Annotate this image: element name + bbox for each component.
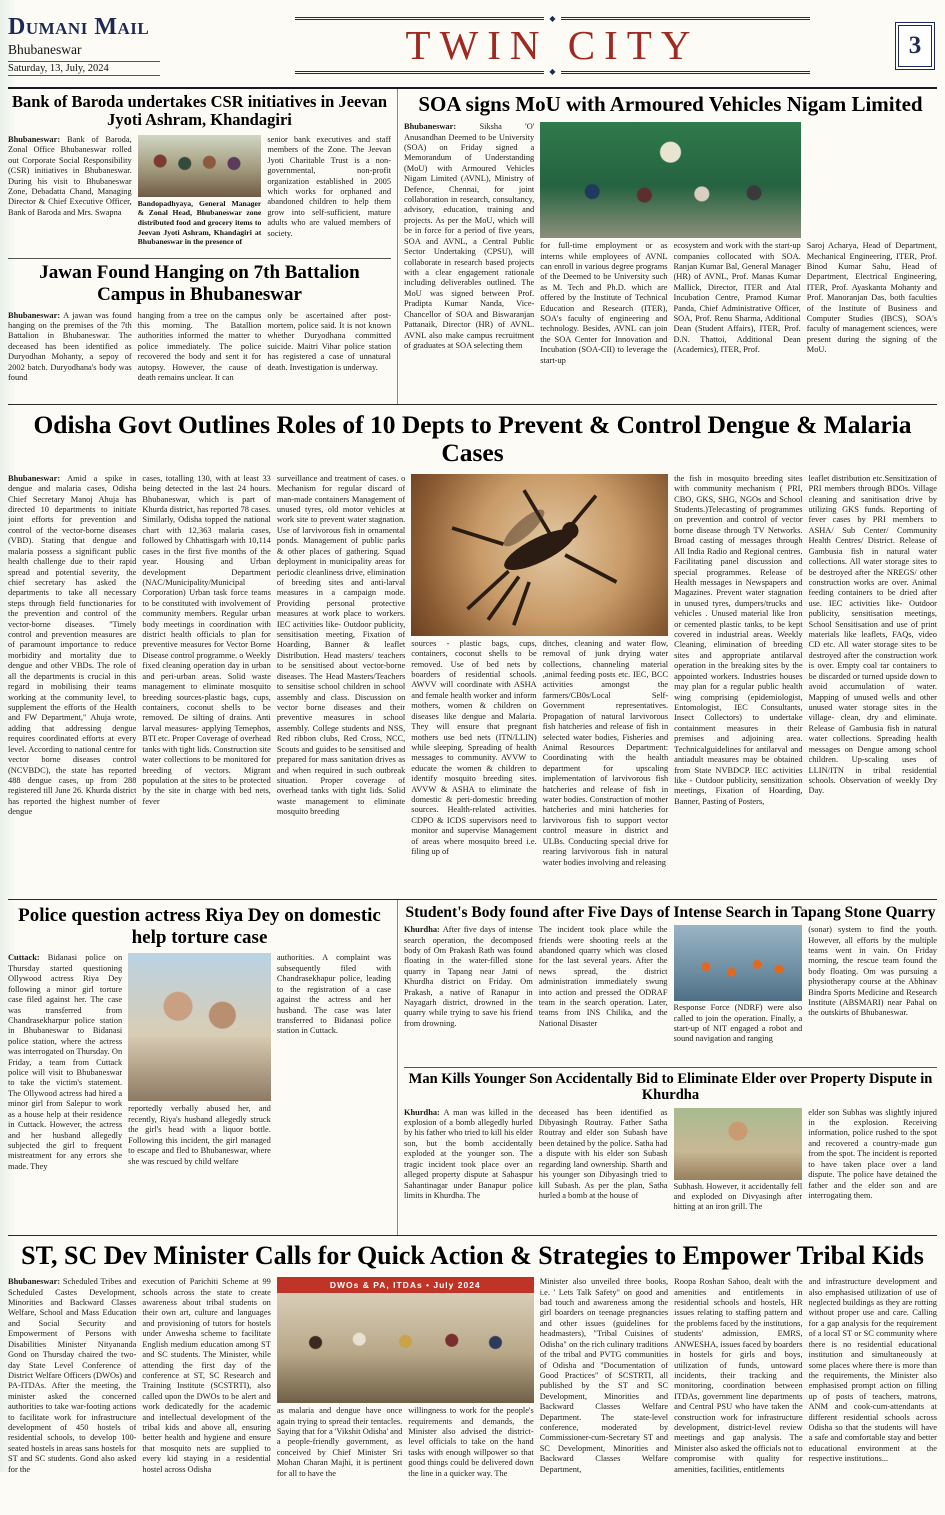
masthead-right bbox=[865, 7, 937, 84]
page-number: 3 bbox=[895, 22, 935, 70]
riya-col-1-text: Bidanasi police on Thursday started questioning Ollywood actress Riya Dey following a minor girl torture case filed against her. The case was transferred from Chandrasekharpur police station in Bhubaneswar to Bidanasi police station, where the actress was interrogated on Thursday. On Friday, a team from Cuttack police will visit to Bhubaneswar to take the victim's statement. The Ollywood actress had hired a minor girl from Salepur to work as a house help at their residence in Cuttack. However, the actress and her husband allegedly subjected the girl to frequent mistreatment for any errors she made. They bbox=[8, 953, 123, 1171]
quarry-rescue-photo bbox=[674, 925, 803, 1001]
bomb-col-4: elder son Subhas was slightly injured in the explosion. Receiving information, police rushed to the spot and recovered a country-made gun from the spot. The incident is reported to have taken place over a land dispute. The police have detained the father and the elder son and are interrogating them. bbox=[808, 1107, 937, 1200]
quarry-headline: Student's Body found after Five Days of Intense Search in Tapang Stone Quarry bbox=[405, 903, 936, 921]
bomb-col-2: deceased has been identified as Dibyasingh Routray. Father Satha Routray and elder son Subash have been detained by the police. Satha had a dispute with his elder son Subash regarding land ownership. Sharth and his younger son Dibyasingh tried to kill Subash. As per the plan, Satha hurled a bomb at the house of bbox=[538, 1107, 668, 1200]
article-dengue bbox=[8, 405, 937, 900]
bank-columns bbox=[8, 135, 391, 253]
dengue-col-5: ditches, cleaning and water flow, removal of junk drying water collections, channeling material ,animal feeding posts etc. IEC, BCC activities amongst the farmers/CB0s/Local Self-Government representatives. Propagation of natural larvivorous fish hatcheries and release of fish in selected water bodies, Fisheries and Animal Resources Department: Coordinating with the health department for upscaling implementation of larvivorous fish hatcheries and release of fish in water bodies. Construction of mother hatcheries and mini hatcheries for larvivorous fish to support vector control measure in district and ULBs. Conducting special drive for rearing larvivorous fish in natural water bodies involving and releasing bbox=[542, 638, 669, 867]
tribal-middle-columns bbox=[277, 1406, 534, 1513]
tribal-headline: ST, SC Dev Minister Calls for Quick Action & Strategies to Empower Tribal Kids bbox=[21, 1240, 924, 1270]
tribal-col-6: Roopa Roshan Sahoo, dealt with the amenities and entitlements in residential schools and hostels, HR issues relating to staffing pattern and the problems faced by the institutions, students' admission, EMRS, ANWESHA, issues faced by boarders in hostels for girls and boys, utilization of funds, untoward incidents, their tracking and monitoring, coordination between ITDAs, government line departments and Central PSU who have taken the construction work for infrastructure development, district-level review meetings and gap analysis. The Minister also asked the officials not to compromise with quality for amenities, facilities, entitlements bbox=[674, 1277, 803, 1474]
bank-headline: Bank of Baroda undertakes CSR initiatives in Jeevan Jyoti Ashram, Khandagiri bbox=[11, 92, 388, 130]
soa-headline: SOA signs MoU with Armoured Vehicles Nigam Limited bbox=[418, 92, 923, 116]
quarry-columns bbox=[404, 925, 937, 1063]
bomb-middle-block bbox=[674, 1108, 803, 1230]
article-soa-mou bbox=[398, 89, 937, 404]
riya-columns bbox=[8, 953, 391, 1221]
diamond-ornament: ◆ bbox=[549, 67, 556, 77]
jawan-columns bbox=[8, 311, 391, 399]
article-riya-dey bbox=[8, 900, 398, 1235]
dateline: Bhubaneswar: bbox=[8, 1277, 61, 1287]
tribal-col-1 bbox=[8, 1277, 136, 1513]
masthead-date: Saturday, 13, July, 2024 bbox=[8, 61, 160, 76]
row-middle bbox=[8, 900, 937, 1236]
tribal-conference-photo bbox=[277, 1277, 534, 1403]
masthead-city: Bhubaneswar bbox=[8, 42, 82, 57]
article-tribal-kids bbox=[8, 1236, 937, 1515]
soa-middle-block bbox=[540, 122, 801, 386]
mosquito-illustration bbox=[411, 474, 668, 636]
tribal-col-5: Minister also unveiled three books, i.e. ' Lets Talk Safety" on good and bad touch and awareness among the girl boarders on teenage pregnancies and other issues (guidelines for headmasters), "Tribal Cuisines of Odisha" on the rich culinary traditions of the tribal and PVTG communities of Odisha and "Documentation of Good Practices" of SCSTRTI, all published by the ST and SC Development, Minorities and Backward Classes Welfare Department. The state-level conference, moderated by Commissioner-cum-Secretary ST and SC Development, Minorities and Backward Classes Welfare Department, bbox=[539, 1277, 669, 1474]
bomb-headline: Man Kills Younger Son Accidentally Bid to Eliminate Elder over Property Dispute in Khurdha bbox=[408, 1071, 933, 1104]
bank-photo-caption: Bandopadhyaya, General Manager & Zonal Head, Bhubaneswar zone distributed food and grocery items to Jeevan Jyoti Ashram, Khandagiri at Bhubaneswar in the presence of bbox=[137, 198, 262, 247]
tribal-col-4: willingness to work for the people's requirements and demands, the Minister also advised the district-level officials to take on the hand tasks with enough willpower so that good things could be delivered down the line in a quicker way. The bbox=[408, 1406, 534, 1478]
riya-dey-photo bbox=[128, 953, 271, 1101]
row-top bbox=[8, 89, 937, 405]
dateline: Bhubaneswar: bbox=[404, 122, 457, 132]
jawan-col-3: only be ascertained after post-mortem, police said. It is not known whether Duryodhana committed suicide. Maitri Vihar police station has registered a case of unnatural death. Investigation is underway. bbox=[267, 310, 391, 372]
bank-col-2 bbox=[138, 135, 262, 253]
quarry-middle-block bbox=[674, 925, 803, 1063]
bank-col-1 bbox=[8, 135, 132, 253]
conference-photo-body bbox=[277, 1293, 534, 1403]
masthead bbox=[8, 3, 937, 89]
dengue-headline: Odisha Govt Outlines Roles of 10 Depts to Prevent & Control Dengue & Malaria Cases bbox=[33, 409, 912, 467]
bomb-col-1-text: A man was killed in the explosion of a bomb allegedly hurled by his father who tried to kill his elder son, but the bomb accidentally exploded at the younger son. The tragic incident took place over an alleged property dispute at Sahaspur Sahantinagar under Banapur police limits in Khurdha. The bbox=[404, 1107, 533, 1200]
tribal-col-3: as malaria and dengue have once again trying to spread their tentacles. Saying that for a 'Vikshit Odisha' and a people-friendly government, as conceived by Chief Minister Sri Mohan Charan Majhi, it is pertinent for all to have the bbox=[276, 1406, 403, 1478]
jawan-col-2: hanging from a tree on the campus this morning. The Batallion authorities informed the matter to police immediately. The police recovered the body and sent it for autopsy. However, the cause of death remains unclear. It can bbox=[137, 310, 262, 383]
soa-col-3: ecosystem and work with the start-up companies collocated with SOA. Ranjan Kumar Bal, General Manager (HR) of AVNL, Prof. Manas Kumar Mallick, Director, ITER and Atal Incubation Centre, Pramod Kumar Panda, Chief Administrative Officer, SOA, Prof. Renu Sharma, Additional Dean (Student Affairs), ITER, Prof. D.N. Thattoi, Additional Dean (Academics), ITER, Prof. bbox=[673, 241, 801, 355]
soa-signing-photo bbox=[540, 122, 801, 238]
quarry-col-2: The incident took place while the friends were shooting reels at the abandoned quarry which was closed for the last several years. After the news spread, the district administration immediately swung into action and pressed the ODRAF team in the search operation. Later, teams from INS Chilika, and the National Disaster bbox=[538, 925, 668, 1028]
quarry-col-1-text: After five days of intense search operation, the decomposed body of Om Prakash Rath was found floating in the water-filled stone quarry in Tapang near Jatni of Khurdha district on Friday. Om Prakash, a native of Ranapur in Nayagarh district, drowned in the quarry while trying to save his friend from drowning. bbox=[404, 925, 533, 1028]
dengue-middle-block bbox=[411, 474, 668, 892]
dengue-middle-columns bbox=[411, 639, 668, 892]
edition-title: TWIN CITY bbox=[405, 21, 700, 68]
quarry-col-3: Response Force (NDRF) were also called to join the operation. Finally, a start-up of NIT engaged a robot and sound navigation and ranging bbox=[673, 1003, 803, 1044]
tribal-col-2: execution of Parichiti Scheme at 99 schools across the state to create awareness about tribal students on their own art, culture and languages and provisioning of tutors for hostels under Anwesha scheme to facilitate English medium education among ST and SC students. The Minister, while attending the first day of the conference at ST, SC Research and Training Institute (SCSTRTI), also called upon the DWOs to be alert and work dedicatedly for the academic and intellectual development of the tribal kids and above all, ensuring better health and hygiene and ensure that mosquito nets are supplied to every kid staying in a residential hostel across Odisha bbox=[142, 1277, 271, 1474]
dengue-col-4: sources - plastic bags, cups, containers, coconut shells to be removed. Use of bed nets by boarders of residential schools. AWVV will coordinate with ASHA and female health worker and inform mothers, women & children on diseases like dengue and Malaria. They will ensure that pregnant mothers use bed nets (ITN/LLIN) while sleeping. Spreading of health messages to community. AVVW to educate the women & children to identify mosquito breeding sites. AVVW & ASHA to eliminate the domestic & peri-domestic breeding sources. Health-related activities. CDPO & ICDS supervisors need to monitor and supervise Management of areas where mosquito breed i.e. filing up of bbox=[411, 638, 537, 857]
soa-col-2: for full-time employment or as interns while employees of AVNL can enroll in various degree programs of the Deemed to be University such as M. Tech and Ph.D. which are offered by the Institute of Technical Education and Research (ITER), SOA's faculty of engineering and technology. Besides, AVNL can join the SOA Center for Innovation and Incubation (SOA-CII) to leverage the start-up bbox=[540, 241, 668, 365]
dateline: Khurdha: bbox=[404, 925, 440, 935]
bomb-detainee-photo bbox=[674, 1108, 803, 1180]
article-jawan bbox=[8, 262, 391, 399]
dateline: Bhubaneswar: bbox=[8, 310, 61, 320]
jawan-col-1-text: A jawan was found hanging on the premises of the 7th Battalion in Bhubaneswar. The deceased has been identified as Duryodhan Mohanty, a sepoy of 2002 batch. Duryodhana's body was found bbox=[8, 310, 132, 383]
dengue-col-7: leaflet distribution etc.Sensitization of PRI members through BDOs. Village cleaning and sanitisation drive by utilizing GKS funds. Reporting of fever cases by PRI members to ASHA/ Sub Center/ Community Health Centres/ District. Release of Gambusia fish in natural water collections. All water storage sites to be destroyed after the NREGS/ other construction works are over. Animal feeding containers to be dried after use. IEC activities like- Outdoor publicity, sensitisation meetings, School Sensitisation and use of print materials like leaflets, FAQs, video CD etc. All water storage sites to be destroyed after the construction work is over. Empty coal tar containers to be discarded or turned upside down to avoid accumulation of water. Mapping of unused wells and other unused water storage sites in the village- clean, dry and eliminate. Release of Gambusia fish in natural water collections. Spreading health messages on Dengue among school children. Up-scaling uses of LLIN/ITN in tribal residential schools. Observation of weekly Dry Day. bbox=[808, 473, 937, 796]
dengue-col-2: cases, totalling 130, with at least 33 being detected in the last 24 hours. Bhubaneswar, which is part of Khurda district, has reported 78 cases. Similarly, Odisha topped the national chart with 12,363 malaria cases, followed by Chhattisgarh with 10,114 cases in the first five months of the year. Housing and Urban development Department (NAC/Municipality/Municipal Corporation) Urban task force teams to be constituted with involvement of community members. Regular urban body meetings in coordination with district health officials to plan for preventive measures for Vector Borne Disease control programme. o Weekly fixed cleaning operation day in urban and peri-urban areas. Solid waste management to eliminate mosquito breeding sources-plastic bags, cups, containers, coconut shells to be removed. De silting of drains. Anti larval measures- applying Temephos, BTI etc. Proper Coverage of overhead tanks with tight lids. Construction site water collections to be monitored for breeding of vectors. Migrant population at the sites to be protected by the site in charge with bed nets, fever bbox=[142, 473, 271, 806]
tribal-col-7: and infrastructure development and also emphasised utilization of use of neglected buildings as they are rotting without proper use and care. Calling for a gap analysis for the requirement of a local ST or SC community where there is no residential educational institution and simultaneously at some places where there is more than the requirements, the Minister also emphasised prompt action on filling up of posts of teachers, matrons, ANM and cook-cum-attendants at different residential schools across Odisha so that the students will have a safe and comfortable stay and better educational environment at the respective institutions... bbox=[808, 1277, 937, 1464]
column-right-middle bbox=[398, 900, 937, 1235]
bank-csr-photo bbox=[138, 135, 262, 197]
dateline: Cuttack: bbox=[8, 953, 40, 963]
tribal-columns bbox=[8, 1277, 937, 1513]
riya-middle-block bbox=[128, 953, 271, 1221]
soa-columns bbox=[404, 122, 937, 386]
bomb-col-1 bbox=[404, 1108, 533, 1230]
dateline: Bhubaneswar: bbox=[8, 134, 61, 144]
riya-col-2: reportedly verbally abused her, and recently, Riya's husband allegedly struck the girl's head with a liquor bottle. Following this incident, the girl managed to escape and fled to Bhubaneswar, where she was rescued by child welfare bbox=[128, 1104, 271, 1166]
jawan-col-1 bbox=[8, 311, 132, 399]
tribal-middle-block bbox=[277, 1277, 534, 1513]
bank-col-1-text: Bank of Baroda, Zonal Office Bhubaneswar rolled out Corporate Social Responsibility (CSR) initiatives in Bhubaneswar. During his visit to Bhubaneswar Zone, Debadatta Chand, Managing Director & Chief Executive Officer, Bank of Baroda and Mrs. Swapna bbox=[8, 134, 132, 217]
dengue-col-6: the fish in mosquito breeding sites with community mechanism ( PRI, CBO, GKS, SHG, NGOs and School Students.)Telecasting of programmes on prevention and control of vector borne disease through TV Networks. Broad casting of messages through All India Radio and Regional centres. Facilitating panel discussion and special programmes. Release of Health messages in Newspapers and Magazines. Prevent water stagnation in unused tyres, dumpers/trucks and vehicles . Unused material like Iron or cemented plastic tanks, to be kept covered in industrial areas. Weekly Cleaning, elimination of breeding sites and appropriate antilarval operation in the breaking sites by the appointed workers. Industries houses may plan for a regular public health wing comprising (epidemiologist, Entomologist, IEC Consultants, Insect Collectors) to undertake containment measures in their premises and adjoining area. Technicalguidelines for antilarval and antiadult measures may be obtained from State NVBDCP. IEC activities like - Outdoor publicity, sensitization meetings, Fixation of Hoarding, Banner, Pasting of Posters, bbox=[674, 473, 803, 806]
dengue-col-1-text: Amid a spike in dengue and malaria cases, Odisha Chief Secretary Manoj Ahuja has directed 10 departments to initiate joint efforts for prevention and control of the vector-borne diseases (VBD). Stating that dengue and malaria possess a significant public health challenge due to their rapid spread and potential severity, the chief secretary has asked the departments to take all necessary steps through field functionaries for the prevention and control of the vector-borne diseases. "Timely control and prevention measures are of paramount importance to reduce morbidity and mortality due to dengue and other VBDs. The role of all the departments is crucial in this regard in mobilising their teams working at the community level, to supplement the efforts of the Health and FW Department," Ahuja wrote, adding that addressing dengue requires coordinated efforts at every level. According to national centre for vector borne diseases control (NCVBDC), the state has reported 488 dengue cases, up from 288 registered till June 26. Khurda district has reported the highest number of dengue bbox=[8, 473, 137, 817]
dengue-columns bbox=[8, 474, 937, 892]
quarry-col-4: (sonar) system to find the youth. However, all efforts by the multiple teams went in vain. On Friday morning, the rescue team found the body floating. Om was pursuing a physiotherapy course at the Abhinav Bindra Sports Medicine and Research Institute (ABSMARI) near Pahal on the outskirts of Bhubaneswar. bbox=[808, 925, 937, 1018]
masthead-center bbox=[240, 7, 865, 84]
soa-middle-columns bbox=[540, 241, 801, 386]
ornament-rule-bottom bbox=[295, 68, 810, 76]
bomb-col-3: Subhash. However, it accidentally fell and exploded on Divyasingh after hitting at an iron grill. The bbox=[673, 1181, 803, 1212]
dengue-col-1 bbox=[8, 474, 136, 892]
diamond-ornament: ◆ bbox=[549, 13, 556, 23]
jawan-headline: Jawan Found Hanging on 7th Battalion Campus in Bhubaneswar bbox=[39, 261, 360, 305]
quarry-col-1 bbox=[404, 925, 533, 1063]
conference-banner-text: DWOs & PA, ITDAs • July 2024 bbox=[277, 1277, 534, 1293]
dateline: Bhubaneswar: bbox=[8, 473, 61, 483]
mosquito-photo bbox=[411, 474, 668, 636]
riya-col-1 bbox=[8, 953, 122, 1221]
article-quarry bbox=[404, 904, 937, 1068]
soa-col-1 bbox=[404, 122, 534, 386]
masthead-left bbox=[8, 7, 240, 84]
dengue-col-3: surveillance and treatment of cases. o Mechanism for regular discard of man-made containers Management of unused tyres, old motor vehicles at work site to prevent water stagnation. Use of larvivorous fish in ornamental ponds. Management of public parks & other places of gathering. Squad deployment in municipality areas for periodic cleanliness drive, elimination of breeding sites and anti-larval measures in a campaign mode. Providing personal protective measures at work place to workers. IEC activities like- Outdoor publicity, sensitisation meeting, Fixation of Hoarding, Banner & leaflet Distribution. Head masters/ teachers to be sensitised about vector-borne diseases. The Head Masters/Teachers to sensitise school children in school assembly and class. Discussion on vector borne diseases and their preventive measures in school assembly. College students and NSS, Red ribbon clubs, Red Cross, NCC, Scouts and guides to be sensitised and prepared for mass sanitation drives as and when required in such outbreak situation. Proper coverage of overhead tanks with tight lids. Solid waste management to eliminate mosquito breeding bbox=[276, 473, 406, 817]
paper-name: Dumani Mail bbox=[8, 14, 150, 40]
soa-col-1-text: Siksha 'O' Anusandhan Deemed to be University (SOA) on Friday signed a Memorandum of Understanding (MoU) with Armoured Vehicles Nigam Limited (AVNL), Ministry of Defence, Chennai, for joint collaboration in research, consultancy, advisory, education, training and projects. As per the MoU, which will be in force for a period of five years, SOA and AVNL, a Central Public Sector Undertaking (CPSU), will collaborate in research based projects with a clear engagement rationale including deliverables outlined. The MoU was signed between Prof. Pradipta Kumar Nanda, Vice-Chancellor of SOA and Biswaranjan Pattanaik, Director (HR) of AVNL. AVNL also make campus recruitment of graduates at SOA selecting them bbox=[404, 122, 535, 350]
article-bomb-khurdha bbox=[404, 1071, 937, 1229]
riya-col-3: authorities. A complaint was subsequently filed with Chandrasekhapur police, leading to the registration of a case against the actress and her husband. The case was later transferred to Bidanasi police station in Cuttack. bbox=[276, 953, 391, 1036]
bank-col-3: senior bank executives and staff members of the Zone. The Jeevan Jyoti Charitable Trust is a non-governmental, non-profit organization established in 2005 which works for orphaned and abandoned children to help them grow into self-sufficient, mature adults who are valued members of society. bbox=[267, 134, 391, 238]
column-left-top bbox=[8, 89, 398, 404]
soa-col-4: Saroj Acharya, Head of Department, Mechanical Engineering, ITER, Prof. Binod Kumar Sahu, Head of Department, Electrical Engineering, ITER, Prof. Ayaskanta Mohanty and Prof. Manoranjan Das, both faculties of the Institute of Business and Computer Studies (IBCS), SOA's faculty of management sciences, were present during the signing of the MoU. bbox=[806, 241, 937, 355]
article-bank-csr bbox=[8, 93, 391, 259]
tribal-col-1-text: Scheduled Tribes and Scheduled Castes Development, Minorities and Backward Classes Welfare, School and Mass Education and Social Security and Empowerment of Persons with Disabilities Minister Nityananda Gond on Thursday chaired the two-day State Level Conference of District Welfare Officers (DWOs) and PA-ITDAs. After the meeting, the minister asked the concerned authorities to take war-footing actions to facilitate work for infrastructure development of 450 hostels of residential schools, to develop 100-seated hostels in areas sans hostels for ST and SC students. Gond also asked for the bbox=[8, 1277, 137, 1474]
riya-headline: Police question actress Riya Dey on domestic help torture case bbox=[18, 904, 381, 948]
dateline: Khurdha: bbox=[404, 1107, 440, 1117]
bomb-columns bbox=[404, 1108, 937, 1230]
